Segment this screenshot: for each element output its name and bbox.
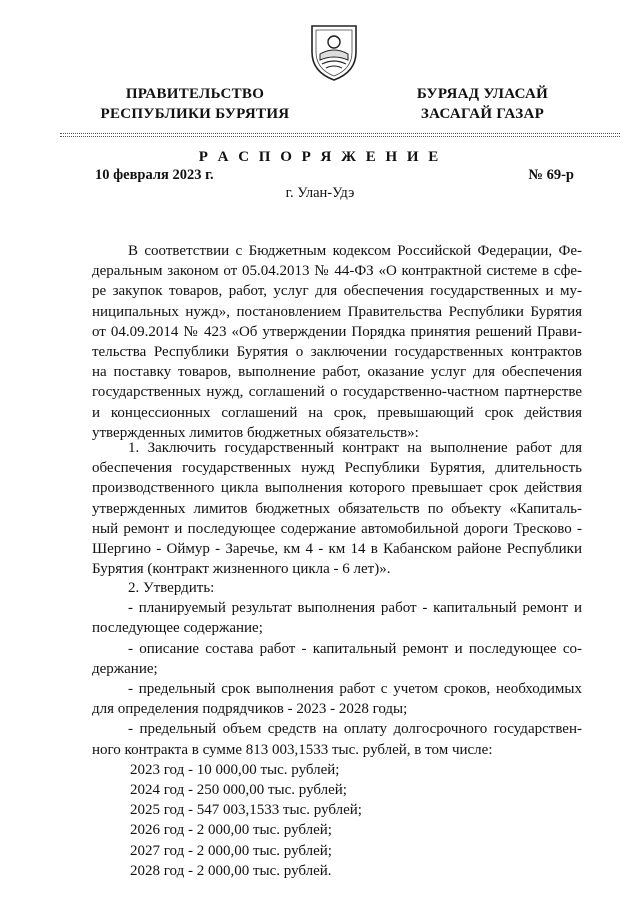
item-2-line: для определения подрядчиков - 2023 - 2028 годы; bbox=[92, 701, 408, 718]
header-right-line2: ЗАСАГАЙ ГАЗАР bbox=[420, 106, 545, 122]
year-allocation: 2028 год - 2 000,00 тыс. рублей. bbox=[130, 862, 332, 879]
header-divider bbox=[60, 133, 620, 134]
preamble-paragraph bbox=[92, 241, 582, 443]
year-allocation: 2023 год - 10 000,00 тыс. рублей; bbox=[130, 761, 340, 778]
item-2-paragraph bbox=[92, 578, 582, 881]
document-number: № 69-р bbox=[528, 167, 574, 183]
government-name-bua bbox=[395, 84, 570, 124]
preamble-line: В соответствии с Бюджетным кодексом Российской Федерации, Фе- bbox=[128, 243, 582, 259]
item-2-title: 2. Утвердить: bbox=[128, 580, 215, 596]
item-1-line: 1. Заключить государственный контракт на выполнение работ для bbox=[128, 440, 582, 456]
item-2-line: - описание состава работ - капитальный ремонт и последующее со- bbox=[128, 640, 582, 657]
preamble-line: ниципальных нужд», постановлением Правительства Республики Бурятия bbox=[92, 303, 582, 320]
item-1-line: ный ремонт и последующее содержание автомобильной дороги Тресково - bbox=[92, 520, 582, 537]
item-2-line: - предельный срок выполнения работ с учетом сроков, необходимых bbox=[128, 681, 582, 698]
item-1-paragraph bbox=[92, 438, 582, 579]
preamble-line: ре закупок товаров, работ, услуг для обеспечения государственных и му- bbox=[92, 283, 582, 300]
year-allocation: 2026 год - 2 000,00 тыс. рублей; bbox=[130, 822, 332, 839]
item-2-line: - предельный объем средств на оплату долгосрочного государствен- bbox=[128, 721, 582, 738]
item-1-line: Шергино - Оймур - Заречье, км 4 - км 14 в Кабанском районе Республики bbox=[92, 541, 582, 558]
item-2-line: последующее содержание; bbox=[92, 620, 263, 637]
document-title: Р А С П О Р Я Ж Е Н И Е bbox=[198, 149, 442, 165]
preamble-line: от 04.09.2014 № 423 «Об утверждении Порядка принятия решений Прави- bbox=[92, 323, 582, 340]
item-2-line: ного контракта в сумме 813 003,1533 тыс. рублей, в том числе: bbox=[92, 741, 493, 758]
preamble-line: утвержденных лимитов бюджетных обязательств»: bbox=[92, 424, 419, 441]
item-1-line: Бурятия (контракт жизненного цикла - 6 лет)». bbox=[92, 561, 391, 578]
preamble-line: государственных нужд, соглашений о государственно-частном партнерстве bbox=[92, 384, 582, 401]
header-left-line2: РЕСПУБЛИКИ БУРЯТИЯ bbox=[100, 106, 290, 122]
item-2-line: держание; bbox=[92, 660, 158, 677]
year-allocation: 2024 год - 250 000,00 тыс. рублей; bbox=[130, 782, 347, 799]
item-1-line: обеспечения государственных нужд Республики Бурятия, длительность bbox=[92, 460, 582, 477]
header-right-line1: БУРЯАД УЛАСАЙ bbox=[416, 86, 549, 102]
preamble-line: деральным законом от 05.04.2013 № 44-ФЗ «О контрактной системе в сфе- bbox=[92, 263, 582, 280]
preamble-line: на поставку товаров, выполнение работ, оказание услуг для обеспечения bbox=[92, 364, 582, 381]
header-left-line1: ПРАВИТЕЛЬСТВО bbox=[125, 86, 265, 102]
item-1-line: утвержденных лимитов бюджетных обязательств по объекту «Капиталь- bbox=[92, 500, 582, 517]
preamble-line: и концессионных соглашений на срок, превышающий срок действия bbox=[92, 404, 582, 421]
year-allocation: 2025 год - 547 003,1533 тыс. рублей; bbox=[130, 802, 362, 819]
preamble-line: тельства Республики Бурятия о заключении государственных контрактов bbox=[92, 344, 582, 361]
government-name-ru bbox=[90, 84, 300, 124]
republic-coat-of-arms-icon bbox=[304, 18, 364, 82]
header-divider-second bbox=[60, 136, 620, 137]
item-1-line: производственного цикла выполнения которого превышает срок действия bbox=[92, 480, 582, 497]
year-allocation: 2027 год - 2 000,00 тыс. рублей; bbox=[130, 842, 332, 859]
item-2-line: - планируемый результат выполнения работ - капитальный ремонт и bbox=[128, 600, 582, 617]
document-city: г. Улан-Удэ bbox=[285, 185, 355, 201]
document-date: 10 февраля 2023 г. bbox=[95, 167, 214, 183]
